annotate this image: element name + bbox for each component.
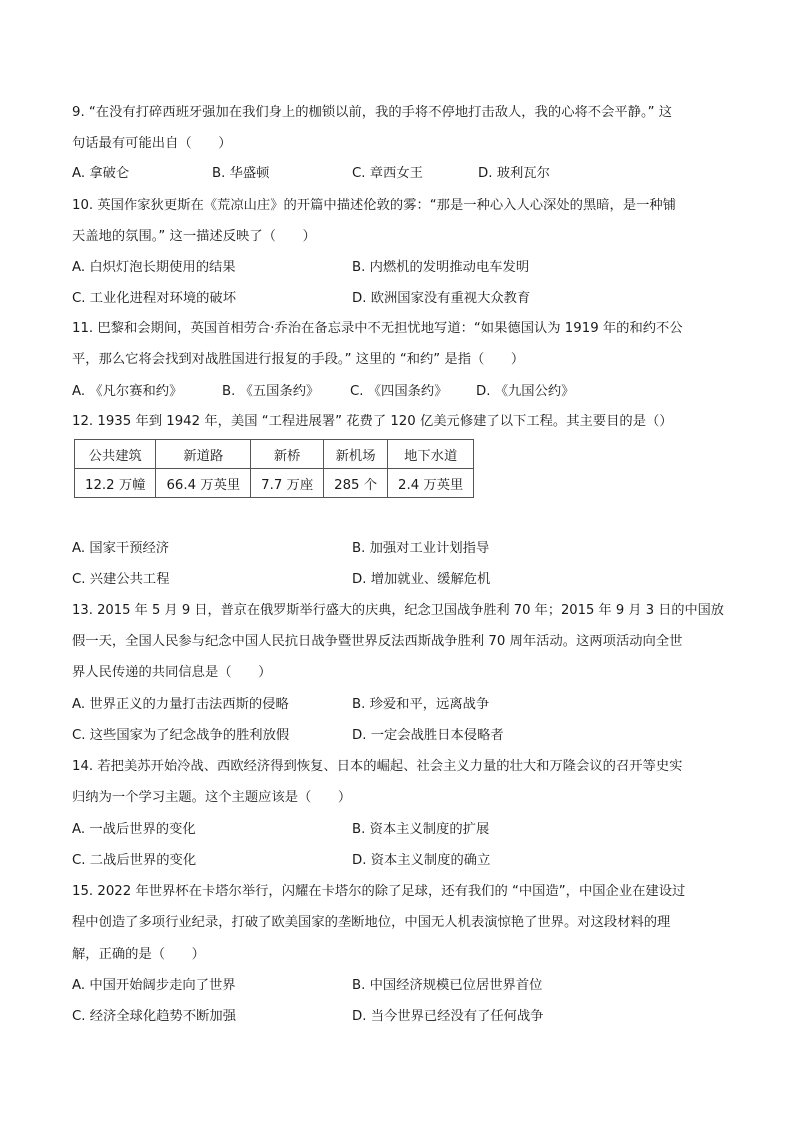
table-header-cell: 公共建筑 [75,440,156,469]
q11-stem-line2: 平，那么它将会找到对战胜国进行报复的手段。” 这里的 “和约” 是指（ ） [72,352,525,367]
q13-option-a: A. 世界正义的力量打击法西斯的侵略 [72,697,289,712]
q9-option-a: A. 拿破仑 [72,166,130,181]
q15-option-b: B. 中国经济规模已位居世界首位 [352,978,543,993]
q14-option-d: D. 资本主义制度的确立 [352,853,491,868]
q11-option-c: C. 《四国条约》 [350,384,448,399]
q10-option-d: D. 欧洲国家没有重视大众教育 [352,291,531,306]
table-header-cell: 新桥 [251,440,324,469]
table-header-cell: 地下水道 [388,440,474,469]
q10-option-a: A. 白炽灯泡长期使用的结果 [72,260,236,275]
q9-option-c: C. 章西女王 [352,166,423,181]
q13-stem-line1: 13. 2015 年 5 月 9 日，普京在俄罗斯举行盛大的庆典，纪念卫国战争胜利 70 年；2015 年 9 月 3 日的中国放 [72,603,724,618]
q14-stem-line1: 14. 若把美苏开始冷战、西欧经济得到恢复、日本的崛起、社会主义力量的壮大和万隆会议的召开等史实 [72,759,683,774]
table-cell: 285 个 [324,469,388,498]
table-header-cell: 新机场 [324,440,388,469]
table-row [75,469,474,498]
q14-option-c: C. 二战后世界的变化 [72,853,197,868]
q15-stem-line3: 解，正确的是（ ） [72,947,205,962]
q13-option-d: D. 一定会战胜日本侵略者 [352,728,504,743]
q13-stem-line3: 界人民传递的共同信息是（ ） [72,665,272,680]
q12-option-c: C. 兴建公共工程 [72,572,170,587]
table-cell: 2.4 万英里 [388,469,474,498]
q14-stem-line2: 归纳为一个学习主题。这个主题应该是（ ） [72,790,352,805]
q13-option-b: B. 珍爱和平，远离战争 [352,697,490,712]
q9-stem-line1: 9. “在没有打碎西班牙强加在我们身上的枷锁以前，我的手将不停地打击敌人，我的心将不会平静。” 这 [72,105,673,120]
q15-option-d: D. 当今世界已经没有了任何战争 [352,1009,544,1024]
q13-option-c: C. 这些国家为了纪念战争的胜利放假 [72,728,290,743]
q10-stem-line1: 10. 英国作家狄更斯在《荒凉山庄》的开篇中描述伦敦的雾：“那是一种心入人心深处的黑暗，是一种铺 [72,198,677,213]
q12-stem-line1: 12. 1935 年到 1942 年，美国 “工程进展署” 花费了 120 亿美元修建了以下工程。其主要目的是（） [72,414,673,429]
q14-option-a: A. 一战后世界的变化 [72,822,196,837]
table-header-row [75,440,474,469]
q14-option-b: B. 资本主义制度的扩展 [352,822,490,837]
q12-option-a: A. 国家干预经济 [72,541,170,556]
table-header-cell: 新道路 [156,440,251,469]
q15-option-a: A. 中国开始阔步走向了世界 [72,978,236,993]
table-cell: 7.7 万座 [251,469,324,498]
q10-option-c: C. 工业化进程对环境的破坏 [72,291,237,306]
q11-option-d: D. 《九国公约》 [476,384,575,399]
q9-option-d: D. 玻利瓦尔 [478,166,550,181]
q12-option-b: B. 加强对工业计划指导 [352,541,490,556]
table-cell: 12.2 万幢 [75,469,156,498]
q15-option-c: C. 经济全球化趋势不断加强 [72,1009,237,1024]
q9-option-b: B. 华盛顿 [212,166,270,181]
q15-stem-line2: 程中创造了多项行业纪录，打破了欧美国家的垄断地位，中国无人机表演惊艳了世界。对这段材料的理 [72,915,671,930]
q11-stem-line1: 11. 巴黎和会期间，英国首相劳合·乔治在备忘录中不无担忧地写道：“如果德国认为 1919 年的和约不公 [72,321,683,336]
q15-stem-line1: 15. 2022 年世界杯在卡塔尔举行，闪耀在卡塔尔的除了足球，还有我们的 “中国造”，中国企业在建设过 [72,884,686,899]
q11-option-b: B. 《五国条约》 [222,384,320,399]
q11-option-a: A. 《凡尔赛和约》 [72,384,183,399]
q12-option-d: D. 增加就业、缓解危机 [352,572,491,587]
table-cell: 66.4 万英里 [156,469,251,498]
q13-stem-line2: 假一天，全国人民参与纪念中国人民抗日战争暨世界反法西斯战争胜利 70 周年活动。这两项活动向全世 [72,634,683,649]
q12-data-table [74,439,474,498]
q10-stem-line2: 天盖地的氛围。” 这一描述反映了（ ） [72,229,316,244]
q10-option-b: B. 内燃机的发明推动电车发明 [352,260,530,275]
q9-stem-line2: 句话最有可能出自（ ） [72,136,232,151]
